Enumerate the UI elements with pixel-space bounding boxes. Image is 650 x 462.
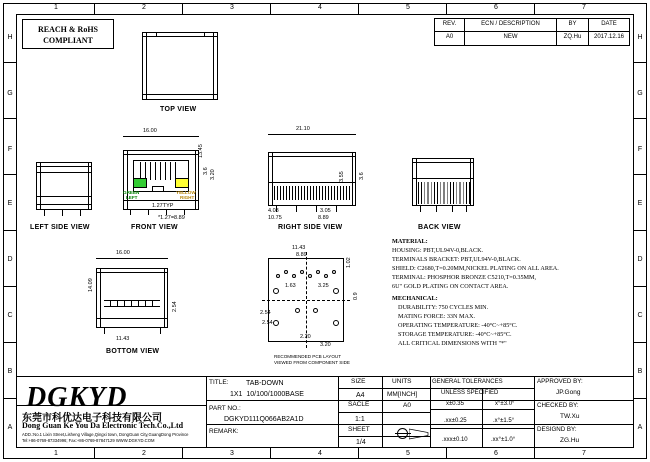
zone-row-G-right: G: [637, 90, 643, 97]
part-no-label: PART NO.:: [209, 405, 241, 412]
zone-col-6-bottom: 6: [494, 450, 498, 457]
zone-row-F: F: [7, 146, 13, 153]
zone-col-4-bottom: 4: [318, 450, 322, 457]
material-line-4: TERMINAL: PHOSPHOR BRONZE C5210,T=0.35MM,: [392, 273, 537, 281]
units-value: MM[INCH]: [387, 391, 418, 398]
company-address-line-1: ADD.:No.1 Lixin Street,Lisheng Village,Qingxi town, DongGuan City,GuangDong Province: [22, 432, 189, 437]
tolerance-header-2: UNLESS SPECIFIED: [441, 390, 499, 396]
sheet-value: 1/4: [356, 439, 366, 446]
zone-col-5-bottom: 5: [406, 450, 410, 457]
material-line-1: HOUSING: PBT,UL94V-0,BLACK.: [392, 246, 484, 254]
sheet-label: SHEET: [348, 426, 370, 433]
units-sub: A0: [403, 402, 411, 409]
dim-pcb-2: 8.89: [296, 252, 307, 258]
zone-col-2-bottom: 2: [142, 450, 146, 457]
company-address: [22, 432, 189, 444]
zone-row-C: C: [7, 312, 13, 319]
rohs-line-2: COMPLIANT: [43, 36, 93, 45]
revision-table: [434, 18, 630, 46]
scale-label: SACLE: [348, 401, 370, 408]
dim-right-h1: 3.55: [339, 171, 345, 182]
tolerance-1-right: x°±3.0°: [495, 401, 515, 407]
designed-value: ZG.Hu: [560, 437, 580, 444]
zone-row-F-right: F: [637, 146, 643, 153]
dim-bottom-h2: 2.54: [172, 301, 178, 312]
dim-front-pitch: 1.27TYP: [152, 203, 174, 209]
tolerance-1-left: x±0.35: [446, 401, 464, 407]
zone-col-1-top: 1: [54, 4, 58, 11]
material-line-3: SHIELD: C2680,T=0.20MM,NICKEL PLATING ON ALL AREA.: [392, 264, 559, 272]
dim-front-h2: 3.20: [210, 169, 216, 180]
material-line-2: TERMINALS BRACKET: PBT,UL94V-0,BLACK.: [392, 255, 521, 263]
front-view-label: FRONT VIEW: [131, 224, 178, 231]
rohs-line-1: REACH & RoHS: [37, 25, 98, 34]
designed-label: DESIGND BY:: [537, 426, 577, 433]
title-label: TITLE:: [209, 379, 229, 386]
company-address-line-2: Tel:+86-0769-87334996; Fax:+86-0769-87847129 WWW.DGKYD.COM: [22, 438, 155, 444]
zone-row-B: B: [7, 368, 13, 375]
rev-row-desc: NEW: [465, 32, 557, 45]
zone-col-5-top: 5: [406, 4, 410, 11]
dim-right-d2: 3.05: [320, 208, 331, 214]
tolerance-2-left: .xx±0.25: [444, 418, 467, 424]
dim-front-h1: 13.45: [198, 144, 204, 158]
approved-value: JP.Gong: [556, 389, 581, 396]
zone-row-E-right: E: [637, 200, 643, 207]
pcb-layout-label-line2: VIEWED FROM COMPONENT SIDE: [274, 360, 350, 365]
remark-label: REMARK:: [209, 428, 239, 435]
checked-value: TW.Xu: [560, 413, 580, 420]
dim-bottom-h: 14.09: [88, 278, 94, 292]
zone-row-H: H: [7, 34, 13, 41]
zone-row-E: E: [7, 200, 13, 207]
tolerance-3-right: .xx°±1.0°: [491, 437, 516, 443]
dim-pcb-7: 2.54: [260, 310, 271, 316]
bottom-view-label: BOTTOM VIEW: [106, 348, 160, 355]
rev-header-desc: ECN / DESCRIPTION: [465, 19, 557, 32]
rev-header-rev: REV.: [435, 19, 465, 32]
dim-front-width: 16.00: [143, 128, 157, 134]
green-led-label-line2: LEFT: [126, 195, 138, 200]
green-led-label-line1: GREEN: [123, 190, 140, 195]
zone-row-D: D: [7, 256, 13, 263]
tolerance-3-left: .xxx±0.10: [442, 437, 468, 443]
dim-pcb-5: 1.02: [346, 257, 352, 268]
dim-bottom-d: 11.43: [116, 336, 130, 342]
zone-row-C-right: C: [637, 312, 643, 319]
dim-pcb-9: 2.20: [300, 334, 311, 340]
dim-bottom-width: 16.00: [116, 250, 130, 256]
zone-row-A-right: A: [637, 424, 643, 431]
rev-header-date: DATE: [601, 21, 617, 27]
zone-col-3-bottom: 3: [230, 450, 234, 457]
zone-row-D-right: D: [637, 256, 643, 263]
mechanical-title: MECHANICAL:: [392, 294, 438, 302]
yellow-led: [175, 178, 189, 188]
zone-row-B-right: B: [637, 368, 643, 375]
right-side-view-label: RIGHT SIDE VIEW: [278, 224, 343, 231]
dim-right-width: 21.10: [296, 126, 310, 132]
scale-value: 1:1: [355, 416, 365, 423]
material-title: MATERIAL:: [392, 238, 428, 245]
checked-label: CHECKED BY:: [537, 402, 579, 409]
zone-row-G: G: [7, 90, 13, 97]
dim-pcb-8: 2.54: [262, 320, 273, 326]
rev-row-rev: A0: [435, 32, 465, 45]
zone-row-H-right: H: [637, 34, 643, 41]
dim-pcb-6: 0.9: [353, 292, 359, 300]
tolerance-2-right: .x°±1.5°: [493, 418, 515, 424]
zone-col-3-top: 3: [230, 4, 234, 11]
rev-header-by: BY: [557, 19, 589, 32]
dim-right-h2: 3.6: [359, 172, 365, 180]
dim-right-d4: 8.89: [318, 215, 329, 221]
zone-row-A: A: [7, 424, 13, 431]
company-name-en: Dong Guan Ke You Da Electronic Tech.Co.,Ltd: [22, 421, 184, 430]
title-value-2: 1X1 10/100/1000BASE: [230, 391, 304, 398]
left-side-view-label: LEFT SIDE VIEW: [30, 224, 90, 231]
rohs-compliance-box: [22, 19, 114, 49]
material-line-5: 6U" GOLD PLATING ON CONTACT AREA.: [392, 282, 509, 290]
zone-col-2-top: 2: [142, 4, 146, 11]
zone-col-7-top: 7: [582, 4, 586, 11]
zone-col-1-bottom: 1: [54, 450, 58, 457]
title-value-1: TAB-DOWN: [246, 380, 284, 387]
company-logo: DGKYD: [26, 382, 128, 413]
mechanical-line-4: STORAGE TEMPERATURE: -40°C~+85°C.: [398, 330, 512, 338]
mechanical-line-5: ALL CRITICAL DIMENSIONS WITH "*": [398, 339, 507, 347]
dim-right-d3: 10.75: [268, 215, 282, 221]
top-view-label: TOP VIEW: [160, 106, 197, 113]
back-view-label: BACK VIEW: [418, 224, 461, 231]
dim-pcb-3: 1.63: [285, 283, 296, 289]
dim-front-h3: 3.6: [203, 167, 209, 175]
green-led: [133, 178, 147, 188]
dim-pcb-1: 11.43: [292, 245, 306, 251]
dim-pcb-10: 3.20: [320, 342, 331, 348]
mechanical-line-3: OPERATING TEMPERATURE: -40°C~+85°C.: [398, 321, 518, 329]
part-no-value: DGKYD111Q066AB2A1D: [224, 416, 304, 423]
pcb-layout-label-line1: RECOMMENDED PCB LAYOUT: [274, 354, 342, 359]
units-label: UNITS: [392, 378, 412, 385]
material-notes: [392, 238, 559, 349]
zone-col-4-top: 4: [318, 4, 322, 11]
approved-label: APPROVED BY:: [537, 378, 583, 385]
rev-row-by: ZQ.Hu: [557, 32, 589, 45]
dim-pcb-4: 3.25: [318, 283, 329, 289]
mechanical-line-1: DURABILITY: 750 CYCLES MIN.: [398, 303, 489, 311]
dim-front-bottom: *1.27=8.89: [158, 215, 185, 221]
rev-row-date: 2017.12.16: [593, 34, 625, 40]
zone-col-6-top: 6: [494, 4, 498, 11]
yellow-led-label-line1: YELLOW: [176, 190, 196, 195]
size-value: A4: [356, 392, 365, 399]
yellow-led-label-line2: RIGHT: [180, 195, 195, 200]
size-label: SIZE: [351, 378, 366, 385]
zone-col-7-bottom: 7: [582, 450, 586, 457]
mechanical-line-2: MATING FORCE: 33N MAX.: [398, 312, 476, 320]
tolerance-header-1: GENERAL TOLERANCES: [432, 379, 503, 385]
company-name-cn: 东莞市科优达电子科技有限公司: [22, 413, 162, 424]
dim-right-d1: 4.08: [268, 208, 279, 214]
